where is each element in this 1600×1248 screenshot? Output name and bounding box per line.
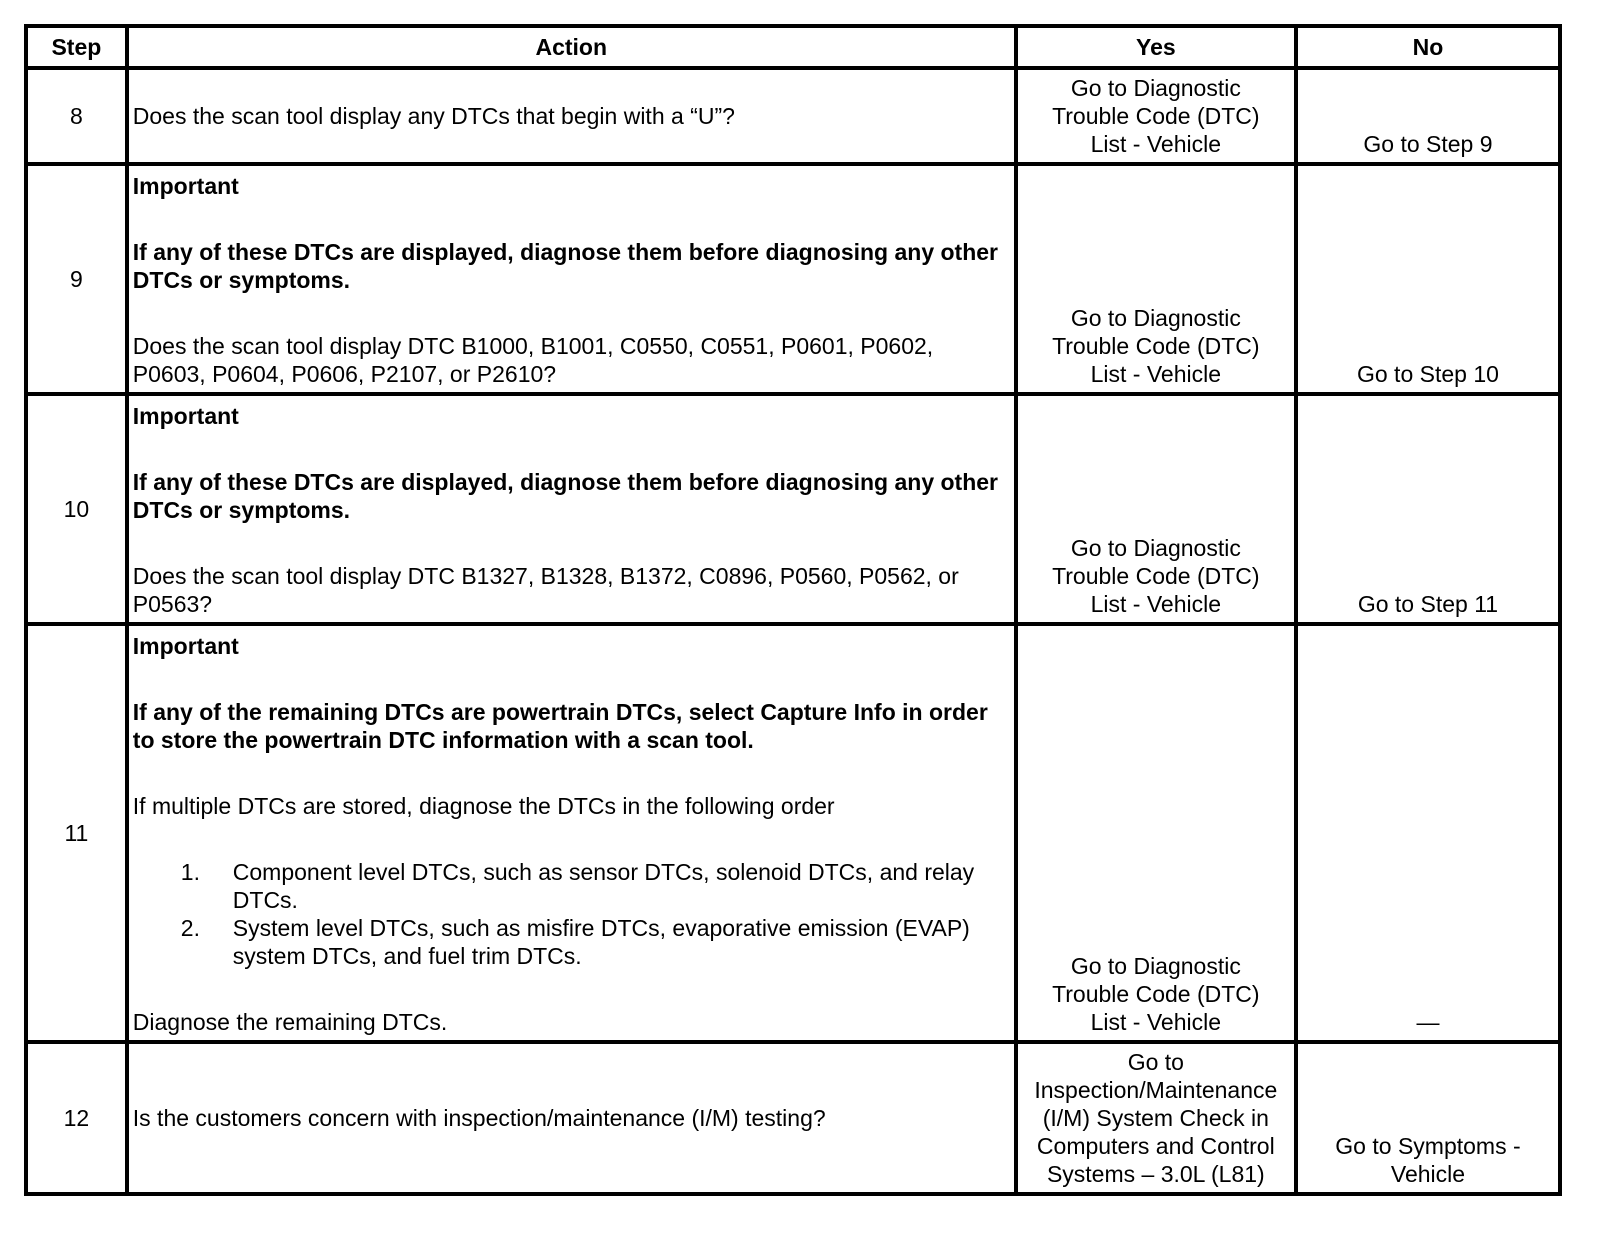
table-row-step-10	[26, 394, 1560, 624]
step-number: 12	[26, 1042, 127, 1194]
no-cell	[1296, 164, 1560, 394]
important-label: Important	[132, 403, 239, 429]
list-item	[133, 858, 1008, 914]
no-cell	[1296, 1042, 1560, 1194]
step-number: 10	[26, 394, 127, 624]
yes-line: Trouble Code (DTC)	[1052, 333, 1260, 359]
yes-line: Computers and Control	[1036, 1133, 1275, 1159]
yes-line: Inspection/Maintenance	[1034, 1077, 1278, 1103]
yes-line: List - Vehicle	[1090, 591, 1222, 617]
yes-cell	[1016, 164, 1296, 394]
step-number: 8	[26, 68, 127, 164]
action-question: Is the customers concern with inspection/maintenance (I/M) testing?	[132, 1105, 826, 1131]
yes-line: Trouble Code (DTC)	[1052, 563, 1260, 589]
table-row-step-8	[26, 68, 1560, 164]
important-text: If any of these DTCs are displayed, diagnose them before diagnosing any other DTCs or symptoms.	[132, 239, 999, 293]
no-line: Go to Step 10	[1356, 361, 1499, 387]
header-row	[26, 26, 1560, 68]
yes-cell	[1016, 68, 1296, 164]
no-line: Go to Step 11	[1357, 591, 1499, 617]
action-intro: If multiple DTCs are stored, diagnose the DTCs in the following order	[132, 793, 835, 819]
yes-line: Systems – 3.0L (L81)	[1046, 1161, 1265, 1187]
action-question: Does the scan tool display DTC B1000, B1001, C0550, C0551, P0601, P0602, P0603, P0604, P0606, P2107, or P2610?	[132, 333, 934, 387]
list-text: System level DTCs, such as misfire DTCs, evaporative emission (EVAP) system DTCs, and fuel trim DTCs.	[232, 915, 970, 969]
action-question: Does the scan tool display DTC B1327, B1328, B1372, C0896, P0560, P0562, or P0563?	[132, 563, 959, 617]
no-line: Vehicle	[1390, 1161, 1466, 1187]
yes-cell	[1016, 1042, 1296, 1194]
yes-line: List - Vehicle	[1090, 361, 1222, 387]
list-number: 1.	[180, 859, 200, 885]
yes-line: List - Vehicle	[1090, 131, 1222, 157]
no-line: —	[1416, 1009, 1440, 1035]
header-yes: Yes	[1016, 26, 1296, 68]
action-question: Does the scan tool display any DTCs that begin with a “U”?	[132, 103, 735, 129]
yes-line: Go to Diagnostic	[1070, 953, 1241, 979]
list-number: 2.	[180, 915, 200, 941]
table-row-step-12	[26, 1042, 1560, 1194]
header-no: No	[1296, 26, 1560, 68]
no-cell	[1296, 624, 1560, 1042]
action-cell	[127, 1042, 1016, 1194]
important-label: Important	[132, 173, 239, 199]
no-line: Go to Step 9	[1363, 131, 1493, 157]
diagnostic-table	[24, 24, 1562, 1196]
yes-line: (I/M) System Check in	[1042, 1105, 1269, 1131]
header-action: Action	[127, 26, 1016, 68]
list-text: Component level DTCs, such as sensor DTCs, solenoid DTCs, and relay DTCs.	[232, 859, 975, 913]
step-number: 11	[26, 624, 127, 1042]
yes-cell	[1016, 394, 1296, 624]
yes-line: Go to Diagnostic	[1070, 75, 1241, 101]
important-text: If any of these DTCs are displayed, diagnose them before diagnosing any other DTCs or symptoms.	[132, 469, 999, 523]
no-cell	[1296, 394, 1560, 624]
no-cell	[1296, 68, 1560, 164]
action-cell	[127, 68, 1016, 164]
dtc-order-list	[133, 858, 1008, 970]
action-question: Diagnose the remaining DTCs.	[132, 1009, 448, 1035]
yes-line: List - Vehicle	[1090, 1009, 1222, 1035]
yes-line: Go to Diagnostic	[1070, 535, 1241, 561]
table-row-step-9	[26, 164, 1560, 394]
yes-line: Go to Diagnostic	[1070, 305, 1241, 331]
important-label: Important	[132, 633, 239, 659]
important-text: If any of the remaining DTCs are powertrain DTCs, select Capture Info in order to store the powertrain DTC information with a scan tool.	[132, 699, 988, 753]
action-cell	[127, 164, 1016, 394]
yes-line: Trouble Code (DTC)	[1052, 103, 1260, 129]
yes-cell	[1016, 624, 1296, 1042]
step-number: 9	[26, 164, 127, 394]
action-cell	[127, 394, 1016, 624]
no-line: Go to Symptoms -	[1335, 1133, 1521, 1159]
action-cell	[127, 624, 1016, 1042]
yes-line: Go to	[1127, 1049, 1184, 1075]
header-step: Step	[26, 26, 127, 68]
list-item	[133, 914, 1008, 970]
table-row-step-11	[26, 624, 1560, 1042]
yes-line: Trouble Code (DTC)	[1052, 981, 1260, 1007]
